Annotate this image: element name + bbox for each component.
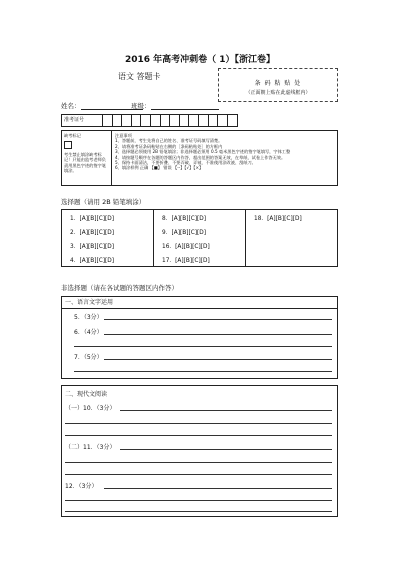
- question-5-label: 5．（3分）: [74, 314, 103, 321]
- question-10-label: （一）10．（3分）: [65, 405, 116, 412]
- absence-mark-checkbox[interactable]: [64, 141, 72, 149]
- page-subtitle: 语文 答题卡: [118, 72, 161, 81]
- part1-heading: 一、语言文字运用: [62, 297, 337, 309]
- notice-heading: 注意事项: [115, 133, 132, 138]
- answer-line[interactable]: [65, 500, 332, 501]
- question-11-label: （二）11．（3分）: [65, 444, 116, 451]
- exam-number-label: 准考证号: [62, 115, 103, 126]
- exam-number-cell[interactable]: [209, 115, 219, 126]
- choice-section-title: 选择题（请用 2B 铅笔填涂）: [61, 198, 146, 206]
- answer-line[interactable]: [65, 511, 332, 512]
- notice-item: 2、请将准考证条码粘贴在右侧的［条码粘贴处］的方框内: [115, 143, 223, 149]
- exam-number-cell[interactable]: [170, 115, 180, 126]
- notice-item: 5、保持卡面清洁，不要折叠、不要弄破、弄皱，不准使用涂改液、刮纸刀。: [115, 160, 256, 166]
- answer-line[interactable]: [65, 474, 332, 475]
- part1-answer-box: [61, 296, 338, 379]
- choice-question[interactable]: 8．[A][B][C][D]: [162, 216, 207, 222]
- nonchoice-section-title: 非选择题（请在各试题的答题区内作答）: [61, 284, 178, 292]
- notice-item: 4、请按题号顺序在各题的答题区内作答，超出范围的答案无效，在草纸、试卷上作答无效。: [115, 154, 286, 160]
- notice-content: [112, 131, 337, 185]
- absence-mark-title: 缺考标记: [64, 133, 81, 138]
- exam-number-cell[interactable]: [113, 115, 123, 126]
- answer-line[interactable]: [120, 410, 332, 411]
- choice-question[interactable]: 4．[A][B][C][D]: [70, 258, 115, 264]
- absence-mark-area: [62, 131, 112, 185]
- exam-number-cell[interactable]: [103, 115, 113, 126]
- answer-line[interactable]: [104, 359, 332, 360]
- notice-item: 3、选择题必须使用 2B 铅笔填涂；非选择题必须用 0.5 毫米黑色字迹的签字笔填写，字体工整: [115, 149, 291, 155]
- barcode-label: 条 码 粘 贴 处: [254, 80, 302, 87]
- notice-item: 6、填涂样例 正确 【■】 错误 【--】【√】【×】: [115, 165, 204, 171]
- choice-column: [154, 210, 246, 266]
- answer-line[interactable]: [74, 346, 332, 347]
- exam-number-cell[interactable]: [228, 115, 238, 126]
- part2-heading: 二、现代文阅读: [65, 391, 108, 398]
- exam-number-grid: [61, 114, 238, 127]
- notice-box: [61, 130, 338, 186]
- answer-line[interactable]: [65, 462, 332, 463]
- class-field[interactable]: [131, 101, 219, 110]
- choice-question[interactable]: 9．[A][B][C][D]: [162, 230, 207, 236]
- exam-number-cell[interactable]: [180, 115, 190, 126]
- answer-line[interactable]: [65, 423, 332, 424]
- absence-mark-text: 考生禁止填涂缺考标记！只能由监考老师负责用黑色字迹的签字笔填涂。: [64, 152, 106, 173]
- answer-line[interactable]: [104, 319, 332, 320]
- barcode-paste-area: [218, 68, 338, 102]
- exam-number-cell[interactable]: [199, 115, 209, 126]
- answer-line[interactable]: [65, 435, 332, 436]
- answer-line[interactable]: [104, 488, 332, 489]
- exam-number-cell[interactable]: [122, 115, 132, 126]
- choice-question[interactable]: 2．[A][B][C][D]: [70, 230, 115, 236]
- exam-number-cell[interactable]: [189, 115, 199, 126]
- choice-question[interactable]: 1．[A][B][C][D]: [70, 216, 115, 222]
- exam-number-cell[interactable]: [218, 115, 228, 126]
- choice-column: [62, 210, 154, 266]
- question-6-label: 6．（4分）: [74, 329, 103, 336]
- barcode-note: （正面朝上贴在此虚线框内）: [245, 90, 311, 96]
- question-12-label: 12．（3分）: [65, 483, 98, 490]
- answer-line[interactable]: [104, 334, 332, 335]
- answer-line[interactable]: [74, 371, 332, 372]
- notice-item: 1、答题前，考生先将自己的姓名、准考证号码填写清楚。: [115, 138, 223, 144]
- choice-column: [246, 210, 337, 266]
- part2-answer-box: [61, 385, 338, 517]
- choice-question[interactable]: 3．[A][B][C][D]: [70, 244, 115, 250]
- page-title: 2016 年高考冲刺卷（ 1）【浙江卷】: [124, 55, 276, 65]
- exam-number-cell[interactable]: [132, 115, 142, 126]
- exam-number-cell[interactable]: [161, 115, 171, 126]
- exam-number-cell[interactable]: [151, 115, 161, 126]
- name-label: 姓名：: [61, 102, 81, 110]
- answer-line[interactable]: [120, 449, 332, 450]
- choice-question[interactable]: 18．[A][B][C][D]: [254, 216, 302, 222]
- class-underline[interactable]: [151, 101, 219, 110]
- choice-question[interactable]: 16．[A][B][C][D]: [162, 244, 210, 250]
- exam-number-cell[interactable]: [141, 115, 151, 126]
- choice-answer-grid: [61, 209, 338, 267]
- question-7-label: 7．（5分）: [74, 354, 103, 361]
- class-label: 班级：: [131, 102, 151, 110]
- choice-question[interactable]: 17．[A][B][C][D]: [162, 258, 210, 264]
